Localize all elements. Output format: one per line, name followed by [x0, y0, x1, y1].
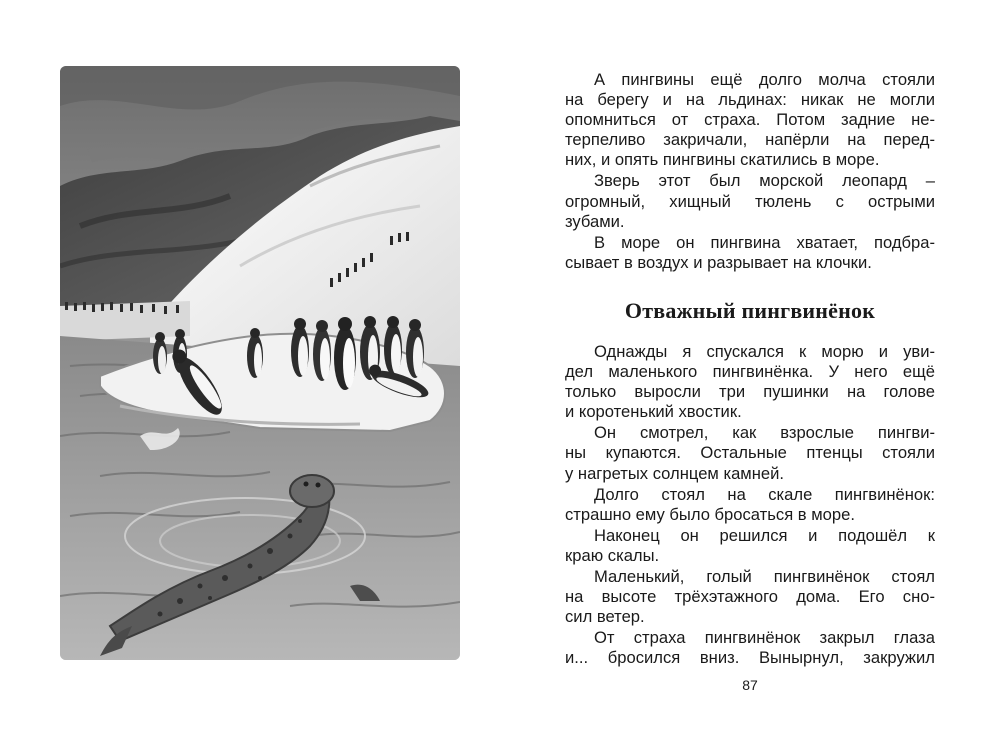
paragraph [565, 171, 935, 231]
text-line: на высоте трёхэтажного дома. Его сно- [565, 587, 935, 607]
paragraph [565, 70, 935, 170]
text-line: огромный, хищный тюлень с острыми [565, 191, 935, 211]
story2 [565, 342, 935, 669]
text-line: Наконец он решился и подошёл к [594, 525, 935, 545]
chapter-title: Отважный пингвинёнок [624, 297, 876, 323]
text-line: Он смотрел, как взрослые пингви- [594, 423, 935, 443]
text-line: ны купаются. Остальные птенцы стояли [565, 443, 935, 463]
penguins-seal-picture [60, 66, 460, 660]
paragraph [565, 567, 935, 627]
text-column [565, 70, 935, 668]
story1 [565, 70, 935, 273]
paragraph [565, 342, 935, 422]
text-line: В море он пингвина хватает, подбра- [594, 232, 935, 252]
text-line: них, и опять пингвины скатились в море. [565, 150, 880, 170]
paragraph [565, 485, 935, 525]
illustration [60, 66, 460, 660]
text-line: Зверь этот был морской леопард – [594, 171, 935, 191]
text-line: и... бросился вниз. Вынырнул, закружил [565, 648, 935, 668]
text-line: зубами. [565, 211, 625, 231]
paragraph [565, 526, 935, 566]
text-line: Однажды я спускался к морю и уви- [594, 341, 935, 361]
text-line: дел маленького пингвинёнка. У него ещё [565, 362, 935, 382]
paragraph [565, 628, 935, 668]
text-line: страшно ему было бросаться в море. [565, 504, 855, 524]
text-line: Долго стоял на скале пингвинёнок: [594, 484, 935, 504]
text-line: опомниться от страха. Потом задние не- [565, 110, 935, 130]
text-line: краю скалы. [565, 545, 660, 565]
text-line: на берегу и на льдинах: никак не могли [565, 90, 935, 110]
text-line: Маленький, голый пингвинёнок стоял [594, 566, 935, 586]
text-line: терпеливо закричали, напёрли на перед- [565, 130, 935, 150]
paragraph [565, 423, 935, 483]
text-line: только выросли три пушинки на голове [565, 382, 935, 402]
page-number: 87 [742, 677, 758, 693]
text-line: и коротенький хвостик. [565, 402, 742, 422]
text-line: сывает в воздух и разрывает на клочки. [565, 252, 872, 272]
text-line: От страха пингвинёнок закрыл глаза [594, 628, 935, 648]
text-line: сил ветер. [565, 607, 645, 627]
text-line: А пингвины ещё долго молча стояли [594, 70, 935, 89]
paragraph [565, 233, 935, 273]
text-line: у нагретых солнцем камней. [565, 463, 784, 483]
